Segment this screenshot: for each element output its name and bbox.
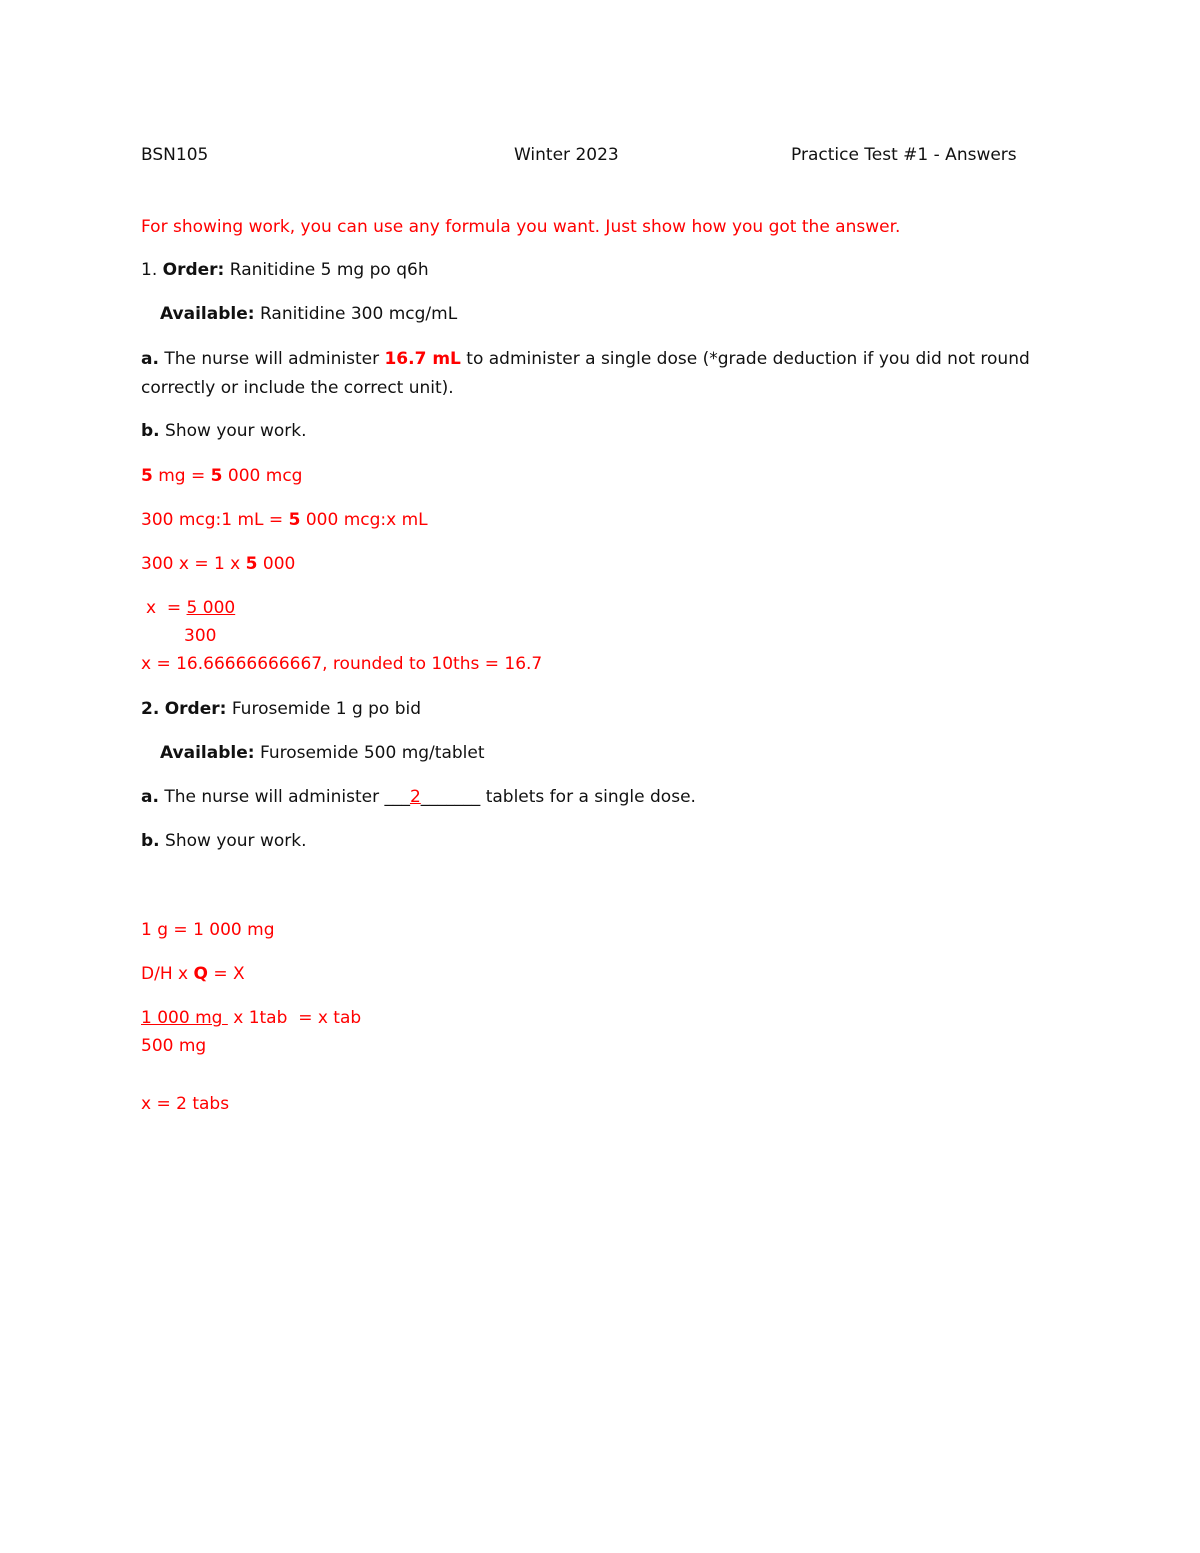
q1-fraction-denominator: 300 bbox=[184, 626, 217, 646]
q1-part-a-line2: correctly or include the correct unit). bbox=[141, 378, 454, 398]
q1-work-line3-c: 000 bbox=[257, 554, 296, 574]
course-code: BSN105 bbox=[141, 145, 209, 165]
q2-available-line bbox=[160, 743, 485, 763]
q1-a-prefix: a. bbox=[141, 349, 159, 369]
q2-a-text-after: tablets for a single dose. bbox=[480, 787, 696, 807]
q1-available-label: Available: bbox=[160, 304, 255, 324]
q1-b-prefix: b. bbox=[141, 421, 160, 441]
q1-fraction-x: x = bbox=[146, 598, 187, 618]
q1-a-text-before: The nurse will administer bbox=[158, 349, 385, 369]
q2-work-line3-numerator: 1 000 mg bbox=[141, 1008, 228, 1028]
q2-work-line3-rest: x 1tab = x tab bbox=[227, 1008, 362, 1028]
q1-part-a-line bbox=[141, 349, 1030, 369]
q2-part-a-line bbox=[141, 787, 696, 807]
document-title: Practice Test #1 - Answers bbox=[791, 145, 1017, 165]
q2-work-line2-c: = X bbox=[207, 964, 245, 984]
q2-a-text-before: The nurse will administer bbox=[158, 787, 385, 807]
q1-work-line3-b: 5 bbox=[245, 554, 258, 574]
q2-work-line1: 1 g = 1 000 mg bbox=[141, 920, 275, 940]
q1-order-text: Ranitidine 5 mg po q6h bbox=[224, 260, 429, 280]
q2-work-line3-denominator: 500 mg bbox=[141, 1036, 207, 1056]
q1-fraction-numerator: 5 000 bbox=[186, 598, 236, 618]
q2-a-blank-before: ___ bbox=[384, 787, 410, 807]
q1-work-line1-b: mg = bbox=[152, 466, 211, 486]
q2-work-line2-b: Q bbox=[193, 964, 208, 984]
q2-available-text: Furosemide 500 mg/tablet bbox=[254, 743, 485, 763]
q1-work-line2-c: 000 mcg:x mL bbox=[300, 510, 428, 530]
q2-order-text: Furosemide 1 g po bid bbox=[226, 699, 422, 719]
q1-order-line bbox=[141, 260, 429, 280]
q2-b-text: Show your work. bbox=[159, 831, 307, 851]
q1-number: 1. bbox=[141, 260, 158, 280]
q2-b-prefix: b. bbox=[141, 831, 160, 851]
q2-order-line bbox=[141, 699, 421, 719]
term-label: Winter 2023 bbox=[514, 145, 619, 165]
q2-a-blank-after: _______ bbox=[420, 787, 481, 807]
q1-available-text: Ranitidine 300 mcg/mL bbox=[254, 304, 458, 324]
q1-work-result: x = 16.66666666667, rounded to 10ths = 16.7 bbox=[141, 654, 543, 674]
q2-part-b-line bbox=[141, 831, 307, 851]
q2-a-prefix: a. bbox=[141, 787, 159, 807]
q1-a-answer: 16.7 mL bbox=[384, 349, 461, 369]
q1-work-line2 bbox=[141, 510, 428, 530]
q2-order-label: Order: bbox=[164, 699, 227, 719]
q1-part-b-line bbox=[141, 421, 307, 441]
q1-a-text-after: to administer a single dose (*grade deduction if you did not round bbox=[460, 349, 1030, 369]
q1-work-line1 bbox=[141, 466, 302, 486]
q2-number: 2. bbox=[141, 699, 160, 719]
q1-order-label: Order: bbox=[162, 260, 225, 280]
q2-work-line2 bbox=[141, 964, 245, 984]
q1-work-line1-c: 5 bbox=[210, 466, 223, 486]
q1-work-line3-a: 300 x = 1 x bbox=[141, 554, 246, 574]
q1-b-text: Show your work. bbox=[159, 421, 307, 441]
q1-work-line3 bbox=[141, 554, 295, 574]
q2-work-line2-a: D/H x bbox=[141, 964, 194, 984]
instructions-text: For showing work, you can use any formula you want. Just show how you got the answer. bbox=[141, 217, 901, 237]
q1-work-line2-b: 5 bbox=[288, 510, 301, 530]
q1-fraction-numerator-line bbox=[146, 598, 235, 618]
q1-work-line1-d: 000 mcg bbox=[222, 466, 303, 486]
q1-available-line bbox=[160, 304, 457, 324]
q2-work-line3 bbox=[141, 1008, 361, 1028]
q1-work-line2-a: 300 mcg:1 mL = bbox=[141, 510, 289, 530]
q2-available-label: Available: bbox=[160, 743, 255, 763]
q2-a-answer: 2 bbox=[409, 787, 421, 807]
q1-work-line1-a: 5 bbox=[141, 466, 153, 486]
q2-work-result: x = 2 tabs bbox=[141, 1094, 230, 1114]
